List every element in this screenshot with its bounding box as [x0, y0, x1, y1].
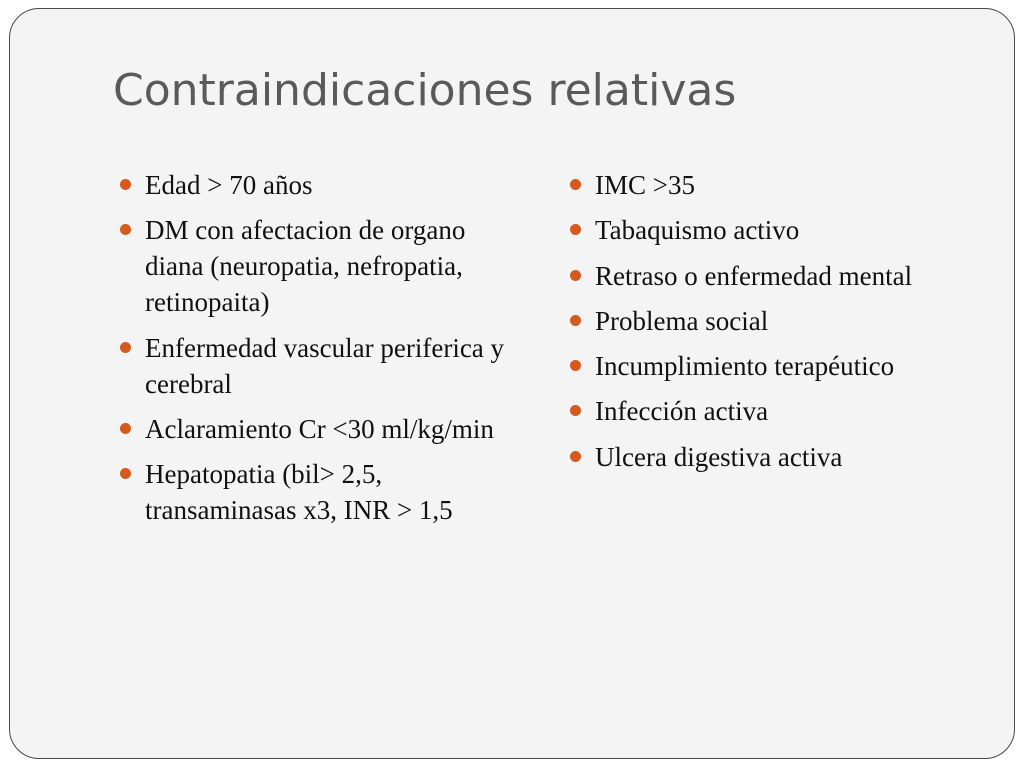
bullet-icon — [570, 224, 581, 235]
bullet-icon — [120, 224, 131, 235]
list-item — [120, 167, 520, 203]
slide — [9, 8, 1015, 759]
bullet-icon — [570, 405, 581, 416]
list-item-text: Retraso o enfermedad mental — [595, 260, 913, 291]
list-item — [570, 167, 990, 203]
bullet-icon — [120, 423, 131, 434]
list-item — [120, 212, 520, 320]
list-item-text: Infección activa — [595, 396, 769, 427]
list-item — [120, 411, 520, 447]
list-item — [120, 456, 520, 528]
list-item — [570, 348, 990, 384]
list-item-text: Incumplimiento terapéutico — [595, 351, 895, 382]
bullet-icon — [120, 342, 131, 353]
right-bullet-list — [570, 167, 990, 484]
list-item — [570, 258, 990, 294]
bullet-icon — [570, 179, 581, 190]
list-item — [570, 393, 990, 429]
slide-title: Contraindicaciones relativas — [113, 65, 737, 116]
list-item-text: DM con afectacion de organo diana (neuropatia, nefropatia, retinopaita) — [145, 215, 466, 318]
list-item-text: Tabaquismo activo — [595, 215, 800, 246]
list-item — [120, 330, 520, 402]
list-item — [570, 212, 990, 248]
list-item-text: Enfermedad vascular periferica y cerebral — [145, 332, 505, 399]
list-item-text: Edad > 70 años — [145, 170, 313, 200]
list-item — [570, 303, 990, 339]
bullet-icon — [570, 315, 581, 326]
bullet-icon — [120, 468, 131, 479]
list-item — [570, 439, 990, 475]
list-item-text: IMC >35 — [595, 170, 695, 200]
bullet-icon — [570, 360, 581, 371]
left-bullet-list — [120, 167, 520, 537]
bullet-icon — [570, 270, 581, 281]
list-item-text: Ulcera digestiva activa — [595, 441, 843, 472]
bullet-icon — [120, 179, 131, 190]
bullet-icon — [570, 451, 581, 462]
list-item-text: Problema social — [595, 305, 769, 336]
list-item-text: Aclaramiento Cr <30 ml/kg/min — [145, 413, 494, 444]
list-item-text: Hepatopatia (bil> 2,5, transaminasas x3, INR > 1,5 — [145, 459, 453, 526]
